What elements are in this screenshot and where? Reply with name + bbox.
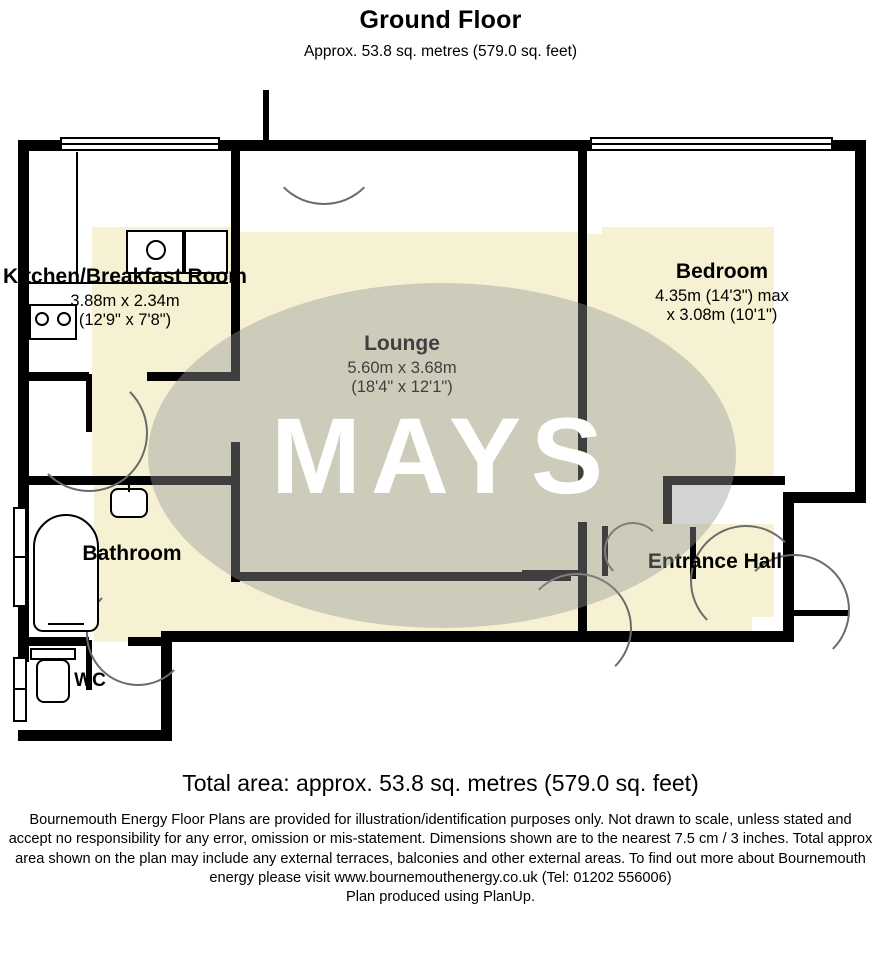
room-label-bedroom <box>587 260 857 325</box>
washbasin-fixture <box>110 488 148 518</box>
wall-bottom-main <box>172 631 794 642</box>
plan-header <box>0 0 881 61</box>
page-title: Ground Floor <box>359 6 522 34</box>
fill-cut-hall-right <box>663 482 783 524</box>
room-dim-imperial-kitchen: (12'9" x 7'8") <box>78 311 172 330</box>
window-kitchen-line <box>62 143 218 145</box>
page-subtitle: Approx. 53.8 sq. metres (579.0 sq. feet) <box>303 43 578 60</box>
door-arc-top <box>266 89 382 205</box>
watermark-text: MAYS <box>270 395 614 516</box>
wall-bedroom-left <box>578 151 587 481</box>
room-name-wc: WC <box>74 670 106 691</box>
room-name-bedroom: Bedroom <box>675 260 769 283</box>
window-wc-line <box>14 688 26 690</box>
room-label-entrance-hall <box>620 550 810 574</box>
window-bedroom-line <box>592 143 831 145</box>
plan-footer <box>0 770 881 905</box>
wall-kitchen-bottom-b <box>147 372 235 381</box>
room-name-lounge: Lounge <box>364 332 440 355</box>
room-dim-kitchen: 3.88m x 2.34m <box>70 292 180 311</box>
door-arc-kitchen <box>30 374 148 492</box>
window-bathroom-line <box>14 556 26 558</box>
wall-bathroom-bottom <box>29 637 89 646</box>
bathtub-waste-line <box>48 623 84 625</box>
room-name-entrance-hall: Entrance Hall <box>647 550 783 573</box>
room-dim-imperial-bedroom: x 3.08m (10'1") <box>666 306 778 325</box>
room-dim-lounge: 5.60m x 3.68m <box>347 359 457 378</box>
produced-by-text: Plan produced using PlanUp. <box>345 889 536 905</box>
wall-lounge-bottom <box>231 572 571 581</box>
room-dim-bedroom: 4.35m (14'3") max <box>655 287 789 306</box>
wall-hall-top <box>663 476 785 485</box>
bathtub-fixture <box>33 514 99 632</box>
floorplan-drawing <box>0 82 881 762</box>
room-name-kitchen: Kitchen/Breakfast Room <box>3 265 247 288</box>
washbasin-tap-icon <box>128 482 130 492</box>
room-name-bathroom: Bathroom <box>82 542 182 565</box>
wall-bottom-left <box>18 730 172 741</box>
room-label-bathroom <box>37 542 227 566</box>
room-label-wc <box>40 670 140 692</box>
wall-kitchen-right-lower <box>231 442 240 582</box>
sink-bowl-icon <box>146 240 166 260</box>
total-area-text: Total area: approx. 53.8 sq. metres (579.0 sq. feet) <box>182 770 699 796</box>
wc-cistern-fixture <box>30 648 76 660</box>
wall-right-notch <box>783 492 866 503</box>
door-arc-lounge-hall <box>522 573 632 683</box>
room-label-lounge <box>272 332 532 397</box>
room-dim-imperial-lounge: (18'4" x 12'1") <box>351 378 453 397</box>
room-label-kitchen <box>0 265 250 330</box>
disclaimer-text: Bournemouth Energy Floor Plans are provided for illustration/identification purposes only. Not drawn to scale, unless stated and accept no responsibility for any error, omission or mis-statement. Dimensions shown are to the nearest 7.5 cm / 3 inches. Total approx area shown on the plan may include any external terraces, balconies and other external areas. To find out more about Bournemouth energy please visit www.bournemouthenergy.co.uk (Tel: 01202 556006) <box>8 812 873 886</box>
wall-hall-left <box>663 476 672 524</box>
